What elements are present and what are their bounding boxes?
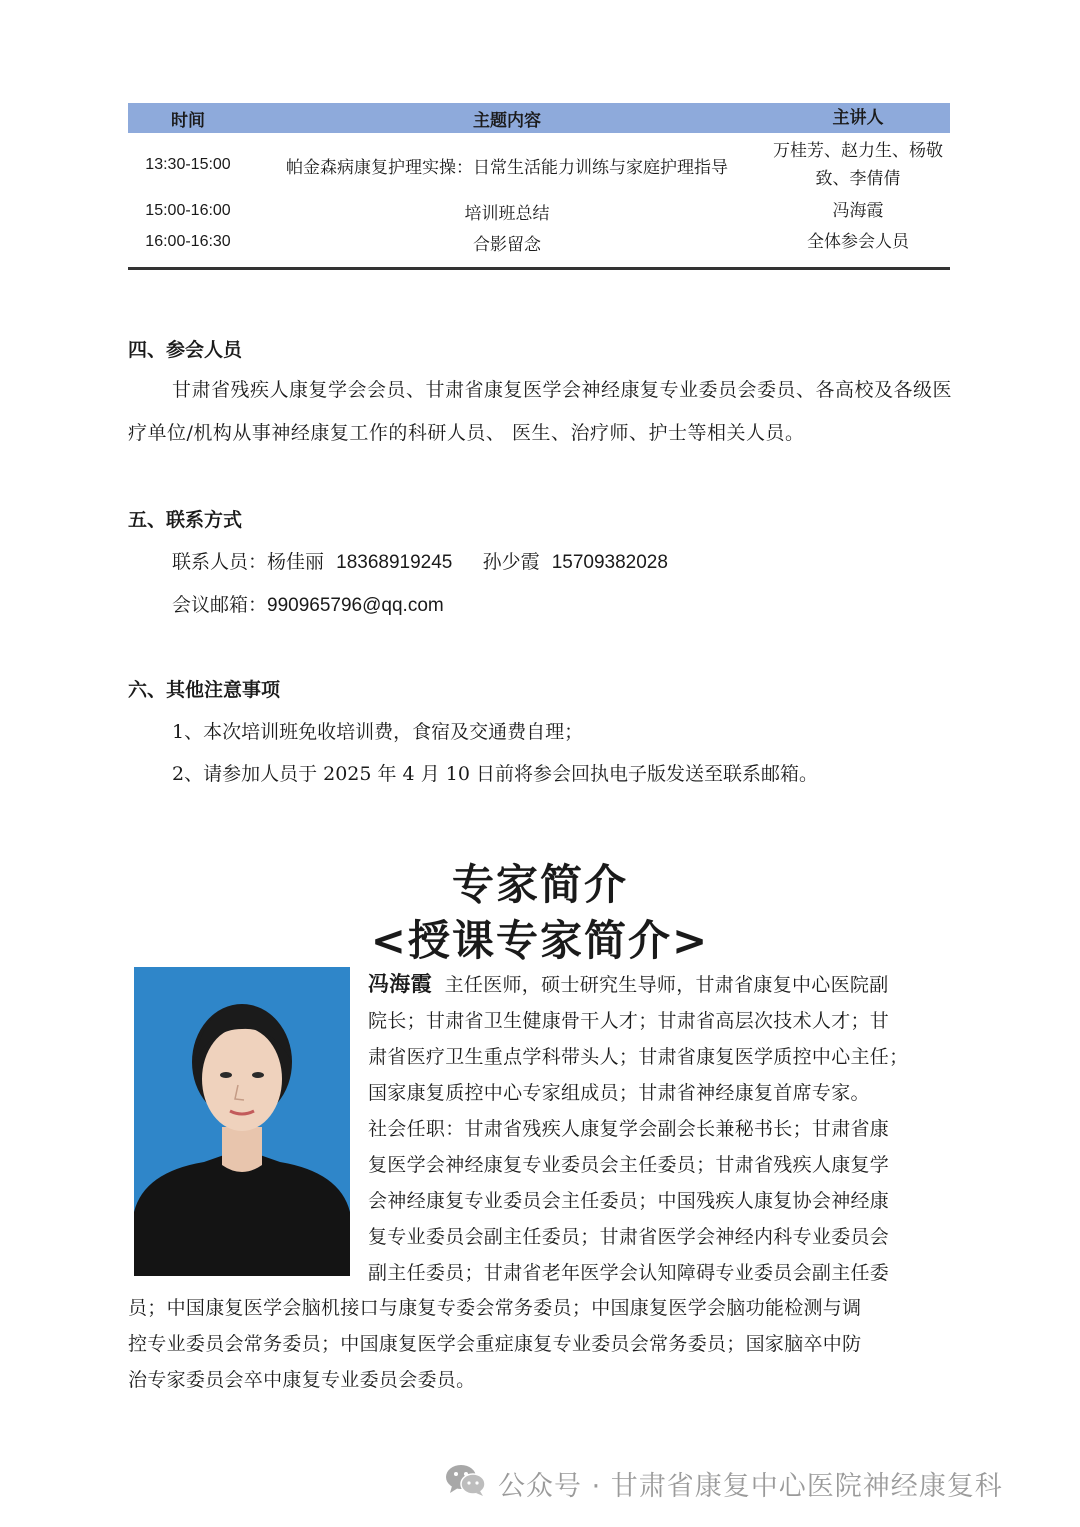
- experts-subtitle: <授课专家简介>: [370, 916, 710, 965]
- bio-line: 复专业委员会副主任委员；甘肃省医学会神经内科专业委员会: [368, 1226, 890, 1248]
- row-topic: 合影留念: [473, 234, 541, 255]
- contact-person-2: 孙少霞: [482, 551, 540, 573]
- contact-label: 联系人员：: [172, 551, 268, 573]
- expert-portrait: [134, 967, 350, 1276]
- header-speaker: 主讲人: [832, 108, 884, 128]
- wechat-icon: [444, 1462, 488, 1505]
- row-topic: 培训班总结: [464, 203, 550, 224]
- bio-line: 员；中国康复医学会脑机接口与康复专委会常务委员；中国康复医学会脑功能检测与调: [128, 1297, 862, 1319]
- experts-title: 专家简介: [451, 860, 628, 909]
- bio-line: 国家康复质控中心专家组成员；甘肃省神经康复首席专家。: [368, 1082, 870, 1104]
- bio-line: 冯海霞 主任医师，硕士研究生导师，甘肃省康复中心医院副: [368, 972, 889, 996]
- contact-phone-2: 15709382028: [551, 552, 668, 573]
- email-line: [172, 590, 444, 617]
- bio-line: 副主任委员；甘肃省老年医学会认知障碍专业委员会副主任委: [368, 1262, 890, 1284]
- header-time: 时间: [171, 110, 205, 131]
- watermark-text: 公众号 · 甘肃省康复中心医院神经康复科: [498, 1471, 1003, 1502]
- contact-phone-1: 18368919245: [336, 552, 453, 573]
- bio-line: 治专家委员会卒中康复专业委员会委员。: [128, 1369, 476, 1391]
- expert-bio-continued: [128, 1290, 958, 1398]
- row-time: 13:30-15:00: [145, 156, 231, 173]
- email-address: 990965796@qq.com: [267, 595, 444, 616]
- notes-heading: 六、其他注意事项: [128, 679, 281, 701]
- row-speaker: 万桂芳、赵力生、杨敬致、李倩倩: [773, 141, 943, 189]
- schedule-table: [128, 103, 950, 257]
- attendees-text: 甘肃省残疾人康复学会会员、甘肃省康复医学会神经康复专业委员会委员、各高校及各级医疗单位/机构从事神经康复工作的科研人员、 医生、治疗师、护士等相关人员。: [128, 379, 953, 444]
- contact-person-1: 杨佳丽: [267, 551, 325, 573]
- watermark: [444, 1462, 1003, 1505]
- bio-line: 肃省医疗卫生重点学科带头人；甘肃省康复医学质控中心主任；: [368, 1046, 909, 1068]
- table-row: [128, 196, 950, 226]
- table-bottom-rule: [128, 267, 950, 270]
- header-topic: 主题内容: [473, 110, 541, 131]
- bio-line: 会神经康复专业委员会主任委员；中国残疾人康复协会神经康: [368, 1190, 890, 1212]
- table-row: [128, 227, 950, 257]
- bio-line: 院长；甘肃省卫生健康骨干人才；甘肃省高层次技术人才；甘: [368, 1010, 890, 1032]
- expert-bio: [368, 966, 958, 1291]
- contact-heading: 五、联系方式: [128, 509, 243, 531]
- attendees-heading: 四、参会人员: [128, 339, 243, 361]
- row-topic: 帕金森病康复护理实操：日常生活能力训练与家庭护理指导: [286, 157, 728, 178]
- row-time: 16:00-16:30: [145, 233, 231, 250]
- row-speaker: 冯海霞: [832, 201, 884, 221]
- row-time: 15:00-16:00: [145, 202, 231, 219]
- table-row: [128, 135, 950, 195]
- bio-line: 社会任职：甘肃省残疾人康复学会副会长兼秘书长；甘肃省康: [368, 1118, 890, 1140]
- email-label: 会议邮箱：: [172, 594, 268, 616]
- schedule-header: [128, 103, 950, 133]
- expert-name: 冯海霞: [368, 972, 432, 996]
- contact-line: [172, 547, 668, 574]
- note-item-2: 2、请参加人员于 2025 年 4 月 10 日前将参会回执电子版发送至联系邮箱。: [172, 763, 818, 785]
- bio-line: 控专业委员会常务委员；中国康复医学会重症康复专业委员会常务委员；国家脑卒中防: [128, 1333, 862, 1355]
- bio-line: 复医学会神经康复专业委员会主任委员；甘肃省残疾人康复学: [368, 1154, 890, 1176]
- note-item-1: 1、本次培训班免收培训费，食宿及交通费自理；: [172, 721, 584, 743]
- row-speaker: 全体参会人员: [807, 232, 909, 252]
